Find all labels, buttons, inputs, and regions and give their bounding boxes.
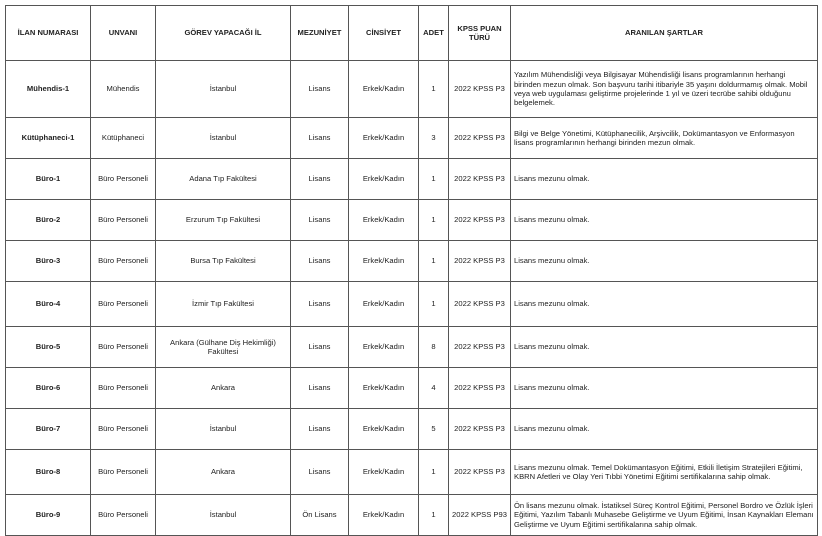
sartlar-cell: Lisans mezunu olmak. xyxy=(511,159,818,200)
unvan-cell: Büro Personeli xyxy=(91,495,156,536)
il-cell: İstanbul xyxy=(156,118,291,159)
cinsiyet-cell: Erkek/Kadın xyxy=(349,282,419,327)
unvan-cell: Büro Personeli xyxy=(91,159,156,200)
sartlar-cell: Lisans mezunu olmak. xyxy=(511,368,818,409)
unvan-cell: Mühendis xyxy=(91,61,156,118)
il-cell: Ankara xyxy=(156,368,291,409)
ilan-cell: Büro-7 xyxy=(6,409,91,450)
table-row xyxy=(6,61,818,118)
adet-cell: 1 xyxy=(419,495,449,536)
il-cell: İzmir Tıp Fakültesi xyxy=(156,282,291,327)
unvan-cell: Büro Personeli xyxy=(91,282,156,327)
adet-cell: 1 xyxy=(419,200,449,241)
unvan-cell: Büro Personeli xyxy=(91,368,156,409)
mezuniyet-cell: Lisans xyxy=(291,450,349,495)
ilan-cell: Mühendis-1 xyxy=(6,61,91,118)
ilan-cell: Büro-4 xyxy=(6,282,91,327)
mezuniyet-cell: Lisans xyxy=(291,368,349,409)
mezuniyet-cell: Lisans xyxy=(291,327,349,368)
kpss-cell: 2022 KPSS P3 xyxy=(449,159,511,200)
il-cell: İstanbul xyxy=(156,495,291,536)
kpss-cell: 2022 KPSS P3 xyxy=(449,200,511,241)
mezuniyet-cell: Ön Lisans xyxy=(291,495,349,536)
cinsiyet-cell: Erkek/Kadın xyxy=(349,327,419,368)
mezuniyet-cell: Lisans xyxy=(291,409,349,450)
sartlar-cell: Bilgi ve Belge Yönetimi, Kütüphanecilik, Arşivcilik, Dokümantasyon ve Enformasyon lisans programlarının herhangi birinden mezun olmak. xyxy=(511,118,818,159)
kpss-cell: 2022 KPSS P3 xyxy=(449,282,511,327)
table-row xyxy=(6,282,818,327)
ilan-cell: Büro-1 xyxy=(6,159,91,200)
adet-cell: 1 xyxy=(419,61,449,118)
cinsiyet-cell: Erkek/Kadın xyxy=(349,61,419,118)
header-cinsiyet: CİNSİYET xyxy=(349,6,419,61)
table-row xyxy=(6,495,818,536)
sartlar-cell: Ön lisans mezunu olmak. İstatiksel Süreç Kontrol Eğitimi, Personel Bordro ve Özlük İşleri Eğitimi, Yazılım Tabanlı Muhasebe Geliştirme ve Uyum Eğitimi, İnsan Kaynakları Elemanı Geliştirme ve Uyum Eğitimi sertifikalarına sahip olmak. xyxy=(511,495,818,536)
il-cell: Ankara xyxy=(156,450,291,495)
adet-cell: 8 xyxy=(419,327,449,368)
mezuniyet-cell: Lisans xyxy=(291,118,349,159)
header-mezuniyet: MEZUNİYET xyxy=(291,6,349,61)
cinsiyet-cell: Erkek/Kadın xyxy=(349,159,419,200)
kpss-cell: 2022 KPSS P3 xyxy=(449,450,511,495)
unvan-cell: Büro Personeli xyxy=(91,200,156,241)
table-row xyxy=(6,200,818,241)
mezuniyet-cell: Lisans xyxy=(291,200,349,241)
cinsiyet-cell: Erkek/Kadın xyxy=(349,409,419,450)
header-sartlar: ARANILAN ŞARTLAR xyxy=(511,6,818,61)
mezuniyet-cell: Lisans xyxy=(291,282,349,327)
adet-cell: 5 xyxy=(419,409,449,450)
header-ilan: İLAN NUMARASI xyxy=(6,6,91,61)
sartlar-cell: Yazılım Mühendisliği veya Bilgisayar Mühendisliği lisans programlarının herhangi birinden mezun olmak. Son başvuru tarihi itibariyle 35 yaşını doldurmamış olmak. Mobil veya web uygulaması geliştirme projelerinde 1 yıl ve üzeri tecrübe sahibi olduğunu belgelemek. xyxy=(511,61,818,118)
ilan-cell: Büro-5 xyxy=(6,327,91,368)
cinsiyet-cell: Erkek/Kadın xyxy=(349,200,419,241)
kpss-cell: 2022 KPSS P3 xyxy=(449,409,511,450)
kpss-cell: 2022 KPSS P3 xyxy=(449,368,511,409)
mezuniyet-cell: Lisans xyxy=(291,241,349,282)
header-adet: ADET xyxy=(419,6,449,61)
adet-cell: 1 xyxy=(419,159,449,200)
ilan-cell: Büro-3 xyxy=(6,241,91,282)
table-row xyxy=(6,450,818,495)
il-cell: Bursa Tıp Fakültesi xyxy=(156,241,291,282)
table-row xyxy=(6,368,818,409)
il-cell: Ankara (Gülhane Diş Hekimliği) Fakültesi xyxy=(156,327,291,368)
kpss-cell: 2022 KPSS P3 xyxy=(449,241,511,282)
sartlar-cell: Lisans mezunu olmak. xyxy=(511,241,818,282)
adet-cell: 1 xyxy=(419,450,449,495)
table-row xyxy=(6,327,818,368)
adet-cell: 1 xyxy=(419,241,449,282)
ilan-cell: Büro-2 xyxy=(6,200,91,241)
unvan-cell: Büro Personeli xyxy=(91,327,156,368)
sartlar-cell: Lisans mezunu olmak. xyxy=(511,282,818,327)
unvan-cell: Kütüphaneci xyxy=(91,118,156,159)
il-cell: Erzurum Tıp Fakültesi xyxy=(156,200,291,241)
ilan-cell: Büro-9 xyxy=(6,495,91,536)
il-cell: İstanbul xyxy=(156,409,291,450)
header-row xyxy=(6,6,818,61)
table-row xyxy=(6,241,818,282)
adet-cell: 4 xyxy=(419,368,449,409)
mezuniyet-cell: Lisans xyxy=(291,159,349,200)
header-unvan: UNVANI xyxy=(91,6,156,61)
sartlar-cell: Lisans mezunu olmak. xyxy=(511,327,818,368)
unvan-cell: Büro Personeli xyxy=(91,409,156,450)
adet-cell: 3 xyxy=(419,118,449,159)
kpss-cell: 2022 KPSS P93 xyxy=(449,495,511,536)
ilan-cell: Büro-8 xyxy=(6,450,91,495)
cinsiyet-cell: Erkek/Kadın xyxy=(349,450,419,495)
kpss-cell: 2022 KPSS P3 xyxy=(449,327,511,368)
ilan-cell: Kütüphaneci-1 xyxy=(6,118,91,159)
il-cell: Adana Tıp Fakültesi xyxy=(156,159,291,200)
table-row xyxy=(6,118,818,159)
cinsiyet-cell: Erkek/Kadın xyxy=(349,241,419,282)
kpss-cell: 2022 KPSS P3 xyxy=(449,61,511,118)
cinsiyet-cell: Erkek/Kadın xyxy=(349,495,419,536)
il-cell: İstanbul xyxy=(156,61,291,118)
cinsiyet-cell: Erkek/Kadın xyxy=(349,118,419,159)
ilan-cell: Büro-6 xyxy=(6,368,91,409)
header-il: GÖREV YAPACAĞI İL xyxy=(156,6,291,61)
unvan-cell: Büro Personeli xyxy=(91,450,156,495)
sartlar-cell: Lisans mezunu olmak. xyxy=(511,200,818,241)
sartlar-cell: Lisans mezunu olmak. Temel Dokümantasyon Eğitimi, Etkili İletişim Stratejileri Eğitimi, KBRN Afetleri ve Olay Yeri Tıbbi Yönetimi Eğitimi sertifikalarına sahip olmak. xyxy=(511,450,818,495)
table-row xyxy=(6,409,818,450)
cinsiyet-cell: Erkek/Kadın xyxy=(349,368,419,409)
job-postings-table xyxy=(5,5,818,536)
header-kpss: KPSS PUAN TÜRÜ xyxy=(449,6,511,61)
sartlar-cell: Lisans mezunu olmak. xyxy=(511,409,818,450)
unvan-cell: Büro Personeli xyxy=(91,241,156,282)
table-row xyxy=(6,159,818,200)
kpss-cell: 2022 KPSS P3 xyxy=(449,118,511,159)
adet-cell: 1 xyxy=(419,282,449,327)
mezuniyet-cell: Lisans xyxy=(291,61,349,118)
